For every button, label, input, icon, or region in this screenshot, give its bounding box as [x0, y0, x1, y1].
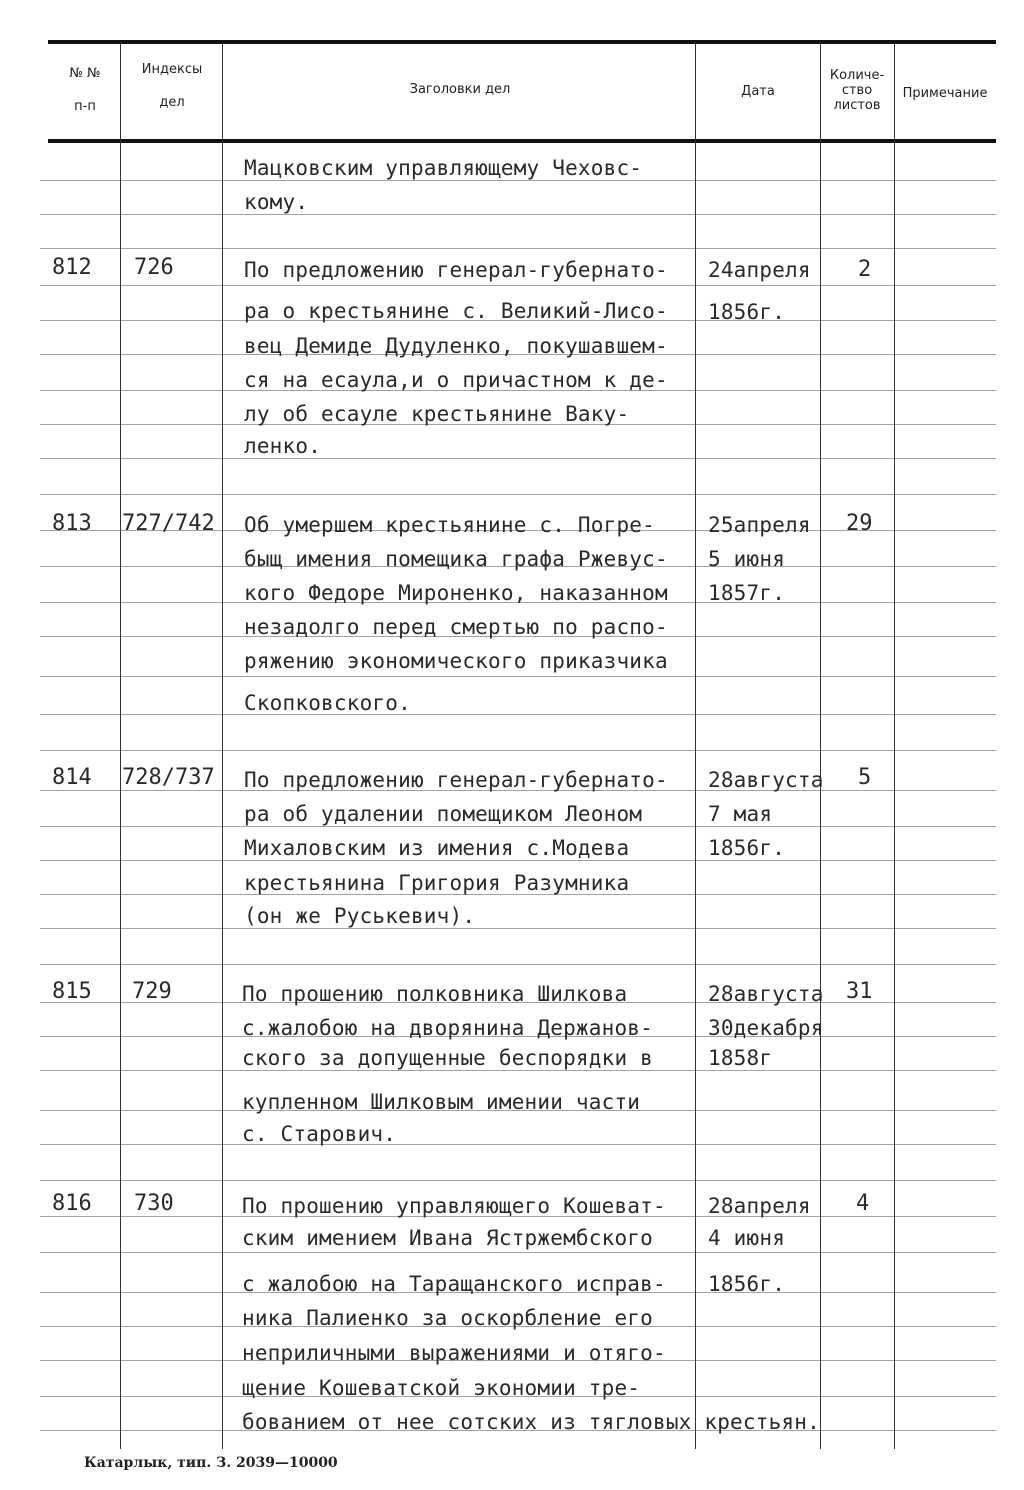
continuation-line: Мацковским управляющему Чеховс-: [244, 156, 643, 180]
record-date-line: 24апреля: [708, 258, 811, 282]
ruled-line: [40, 285, 996, 286]
record-title-line: По предложению генерал-губернато-: [244, 768, 668, 792]
record-index: 726: [134, 255, 174, 280]
record-title-line: ся на есаула,и о причастном к де-: [244, 368, 668, 392]
record-title-line: неприличными выражениями и отяго-: [242, 1341, 666, 1365]
header-index: Индексы дел: [141, 62, 203, 110]
record-title-line: лу об есауле крестьянине Ваку-: [244, 402, 630, 426]
record-title-line: Михаловским из имения с.Модева: [244, 836, 630, 860]
record-sheets: 29: [846, 511, 873, 536]
ruled-line: [40, 1180, 996, 1181]
record-title-line: (он же Руськевич).: [244, 904, 476, 928]
column-divider: [695, 44, 696, 1449]
ruled-line: [40, 1144, 996, 1145]
record-index: 728/737: [122, 765, 215, 790]
header-title: Заголовки дел: [409, 82, 511, 97]
ruled-line: [40, 826, 996, 827]
record-index: 729: [132, 979, 172, 1004]
top-rule: [48, 40, 996, 44]
record-date-line: 5 июня: [708, 547, 786, 571]
header-note: Примечание: [902, 86, 988, 101]
record-index: 727/742: [122, 511, 215, 536]
record-date-line: 28августа: [708, 982, 824, 1006]
record-number: 815: [52, 979, 92, 1004]
column-divider: [820, 44, 821, 1449]
record-title-line: ра о крестьянине с. Великий-Лисо-: [244, 299, 668, 323]
ruled-line: [40, 750, 996, 751]
record-title-line: ряжению экономического приказчика: [244, 649, 668, 673]
record-title-line: с.жалобою на дворянина Держанов-: [242, 1016, 653, 1040]
record-title-line: ским имением Ивана Ястржембского: [242, 1226, 653, 1250]
record-sheets: 2: [858, 257, 872, 282]
ruled-line: [40, 1070, 996, 1071]
record-index: 730: [134, 1191, 174, 1216]
record-title-line: Скопковского.: [244, 691, 411, 715]
ruled-line: [40, 714, 996, 715]
record-date-line: 1857г.: [708, 581, 786, 605]
record-number: 812: [52, 255, 92, 280]
column-divider: [222, 44, 223, 1449]
record-date-line: 28августа: [708, 768, 824, 792]
column-divider: [894, 44, 895, 1449]
record-date-line: 4 июня: [708, 1226, 786, 1250]
record-date-line: 1856г.: [708, 1272, 786, 1296]
record-sheets: 5: [858, 765, 872, 790]
record-number: 813: [52, 511, 92, 536]
ruled-line: [40, 928, 996, 929]
record-date-line: 28апреля: [708, 1194, 811, 1218]
record-title-line: Об умершем крестьянине с. Погре-: [244, 513, 655, 537]
record-date-line: 7 мая: [708, 802, 773, 826]
record-date-line: 25апреля: [708, 513, 811, 537]
record-title-line: ра об удалении помещиком Леоном: [244, 802, 643, 826]
record-number: 816: [52, 1191, 92, 1216]
ruled-line: [40, 676, 996, 677]
printer-imprint: Катарлык, тип. З. 2039—10000: [84, 1455, 338, 1471]
ruled-line: [40, 248, 996, 249]
record-number: 814: [52, 765, 92, 790]
record-title-line: вец Демиде Дудуленко, покушавшем-: [244, 334, 668, 358]
record-title-line: ленко.: [244, 434, 322, 458]
record-title-line: По предложению генерал-губернато-: [244, 258, 668, 282]
continuation-line: кому.: [244, 190, 309, 214]
ruled-line: [40, 214, 996, 215]
header-bottom-rule: [48, 139, 996, 143]
ruled-line: [40, 964, 996, 965]
record-title-line: с. Старович.: [242, 1122, 397, 1146]
record-title-line: По прошению полковника Шилкова: [242, 982, 628, 1006]
record-title-line: ского за допущенные беспорядки в: [242, 1046, 653, 1070]
record-sheets: 31: [846, 979, 873, 1004]
header-date: Дата: [741, 84, 775, 99]
record-title-line: крестьянина Григория Разумника: [244, 871, 630, 895]
record-date-line: 1856г.: [708, 300, 786, 324]
header-no: № № п-п: [69, 66, 101, 114]
record-date-line: 30декабря: [708, 1016, 824, 1040]
column-divider: [120, 44, 121, 1449]
record-date-line: 1856г.: [708, 836, 786, 860]
ruled-line: [40, 1252, 996, 1253]
record-title-line: ника Палиенко за оскорбление его: [242, 1306, 653, 1330]
ruled-line: [40, 860, 996, 861]
record-title-line: бованием от нее сотских из тягловых крестьян.: [242, 1410, 820, 1434]
record-title-line: кого Федоре Мироненко, наказанном: [244, 581, 668, 605]
record-title-line: щение Кошеватской экономии тре-: [242, 1376, 641, 1400]
record-title-line: быщ имения помещика графа Ржевус-: [244, 547, 668, 571]
ruled-line: [40, 494, 996, 495]
ruled-line: [40, 180, 996, 181]
header-sheets: Количе- ство листов: [829, 68, 885, 113]
record-sheets: 4: [856, 1191, 870, 1216]
record-title-line: купленном Шилковым имении части: [242, 1090, 641, 1114]
ruled-line: [40, 458, 996, 459]
record-title-line: По прошению управляющего Кошеват-: [242, 1194, 666, 1218]
record-date-line: 1858г: [708, 1046, 773, 1070]
record-title-line: с жалобою на Таращанского исправ-: [242, 1272, 666, 1296]
record-title-line: незадолго перед смертью по распо-: [244, 615, 668, 639]
